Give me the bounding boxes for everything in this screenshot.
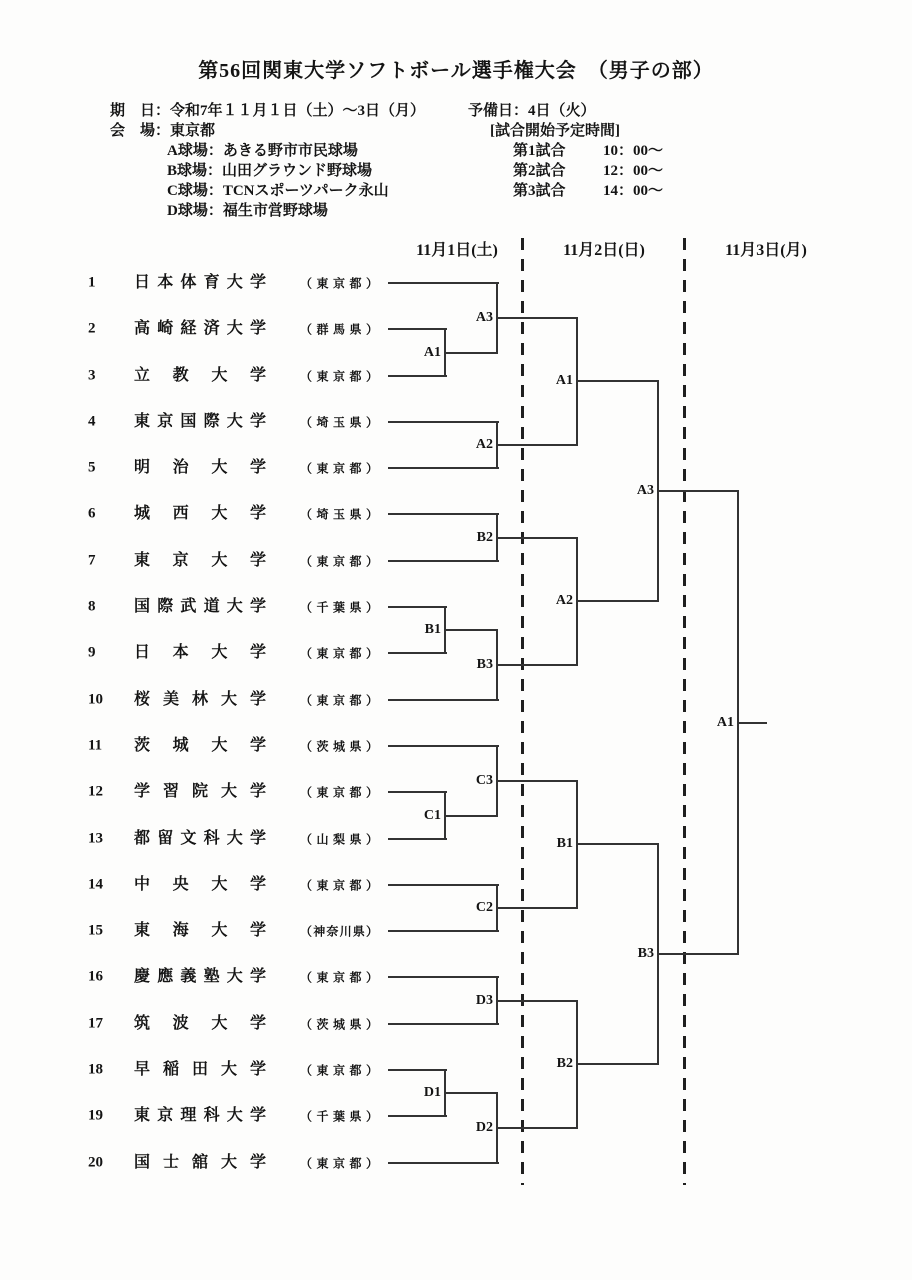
team-line bbox=[388, 467, 499, 469]
column-date-3: 11月3日(月) bbox=[725, 242, 807, 259]
team-prefecture: （千葉県） bbox=[300, 600, 378, 615]
team-prefecture: （東京都） bbox=[300, 785, 378, 800]
match-winner-line bbox=[496, 317, 578, 319]
team-prefecture: （埼玉県） bbox=[300, 507, 378, 522]
team-line bbox=[388, 652, 447, 654]
team-name: 東京国際大学 bbox=[134, 413, 266, 430]
match-winner-line bbox=[444, 352, 498, 354]
match-label: A3 bbox=[475, 309, 493, 325]
match-label: A3 bbox=[636, 483, 654, 499]
team-line bbox=[388, 375, 447, 377]
match-winner-line bbox=[737, 722, 767, 724]
team-name: 茨城大学 bbox=[134, 737, 266, 754]
team-seed: 6 bbox=[88, 505, 96, 522]
match-label: A1 bbox=[423, 344, 441, 360]
team-line bbox=[388, 745, 499, 747]
match-label: B2 bbox=[476, 529, 493, 545]
match-label: D3 bbox=[475, 992, 493, 1008]
team-seed: 1 bbox=[88, 274, 96, 291]
match-winner-line bbox=[444, 1092, 498, 1094]
venue-line: A球場：あきる野市市民球場 bbox=[167, 143, 358, 159]
game-number-label: 第3試合 bbox=[513, 183, 566, 199]
team-seed: 17 bbox=[88, 1015, 103, 1032]
column-date-1: 11月1日(土) bbox=[416, 242, 498, 259]
match-label: A1 bbox=[716, 714, 734, 730]
team-name: 国際武道大学 bbox=[134, 598, 266, 615]
team-prefecture: （東京都） bbox=[300, 554, 378, 569]
match-winner-line bbox=[496, 907, 578, 909]
team-line bbox=[388, 606, 447, 608]
team-line bbox=[388, 513, 499, 515]
match-label: B1 bbox=[556, 836, 573, 852]
team-name: 明治大学 bbox=[134, 459, 266, 476]
match-winner-line bbox=[496, 1000, 578, 1002]
team-seed: 4 bbox=[88, 413, 96, 430]
match-label: B3 bbox=[637, 946, 654, 962]
match-label: B2 bbox=[556, 1056, 573, 1072]
game-number-label: 第1試合 bbox=[513, 143, 566, 159]
team-line bbox=[388, 1162, 499, 1164]
team-prefecture: （東京都） bbox=[300, 878, 378, 893]
schedule-time-row bbox=[513, 161, 663, 181]
team-seed: 9 bbox=[88, 644, 96, 661]
team-name: 桜美林大学 bbox=[134, 691, 266, 708]
team-prefecture: （東京都） bbox=[300, 1156, 378, 1171]
team-name: 日本体育大学 bbox=[134, 274, 266, 291]
match-winner-line bbox=[496, 444, 578, 446]
team-seed: 8 bbox=[88, 598, 96, 615]
team-seed: 13 bbox=[88, 830, 103, 847]
team-prefecture: （山梨県） bbox=[300, 832, 378, 847]
team-line bbox=[388, 699, 499, 701]
team-line bbox=[388, 838, 447, 840]
match-label: C2 bbox=[475, 900, 493, 915]
event-date-line: 期 日：令和7年１１月１日（土）～3日（月） bbox=[110, 103, 426, 119]
match-winner-line bbox=[576, 380, 659, 382]
team-prefecture: （茨城県） bbox=[300, 1017, 378, 1032]
team-prefecture: （東京都） bbox=[300, 693, 378, 708]
team-line bbox=[388, 976, 499, 978]
team-seed: 18 bbox=[88, 1061, 103, 1078]
team-name: 高崎経済大学 bbox=[134, 320, 266, 337]
match-winner-line bbox=[496, 664, 578, 666]
team-name: 都留文科大学 bbox=[134, 830, 266, 847]
team-prefecture: （千葉県） bbox=[300, 1109, 378, 1124]
match-label: A2 bbox=[555, 593, 573, 609]
team-prefecture: （群馬県） bbox=[300, 322, 378, 337]
team-line bbox=[388, 930, 499, 932]
team-line bbox=[388, 282, 499, 284]
team-line bbox=[388, 1115, 447, 1117]
day-separator-1 bbox=[521, 238, 524, 1185]
event-venue-line: 会 場：東京都 bbox=[110, 123, 216, 139]
team-seed: 20 bbox=[88, 1154, 103, 1171]
team-name: 中央大学 bbox=[134, 876, 266, 893]
schedule-time-row bbox=[513, 141, 663, 161]
schedule-times bbox=[468, 141, 663, 201]
team-prefecture: （東京都） bbox=[300, 369, 378, 384]
event-info-right bbox=[468, 101, 663, 201]
venue-list bbox=[110, 141, 425, 221]
team-seed: 14 bbox=[88, 876, 103, 893]
event-info-left bbox=[110, 101, 425, 221]
match-winner-line bbox=[444, 815, 498, 817]
match-winner-line bbox=[496, 1127, 578, 1129]
team-seed: 7 bbox=[88, 552, 96, 569]
match-winner-line bbox=[657, 953, 739, 955]
page-title: 第56回関東大学ソフトボール選手権大会 （男子の部） bbox=[198, 60, 714, 82]
team-name: 東京大学 bbox=[134, 552, 266, 569]
match-label: C3 bbox=[475, 772, 493, 788]
match-label: B1 bbox=[424, 622, 441, 637]
match-winner-line bbox=[576, 843, 659, 845]
team-name: 東海大学 bbox=[134, 922, 266, 939]
team-name: 学習院大学 bbox=[134, 783, 266, 800]
match-winner-line bbox=[496, 537, 578, 539]
reserve-date-line: 予備日：4日（火） bbox=[468, 103, 596, 119]
team-line bbox=[388, 421, 499, 423]
team-prefecture: （東京都） bbox=[300, 646, 378, 661]
team-seed: 16 bbox=[88, 968, 103, 985]
match-label: C1 bbox=[423, 807, 441, 823]
game-start-time: 10：00～ bbox=[603, 143, 664, 159]
team-line bbox=[388, 328, 447, 330]
team-prefecture: （神奈川県） bbox=[300, 924, 378, 939]
game-start-time: 14：00～ bbox=[603, 183, 664, 199]
team-seed: 3 bbox=[88, 367, 96, 384]
team-line bbox=[388, 560, 499, 562]
team-line bbox=[388, 791, 447, 793]
match-label: A2 bbox=[475, 437, 493, 452]
team-prefecture: （東京都） bbox=[300, 461, 378, 476]
match-label: D2 bbox=[475, 1120, 493, 1135]
team-seed: 5 bbox=[88, 459, 96, 476]
match-winner-line bbox=[496, 780, 578, 782]
team-name: 国士舘大学 bbox=[134, 1154, 266, 1171]
team-name: 日本大学 bbox=[134, 644, 266, 661]
team-line bbox=[388, 1023, 499, 1025]
team-line bbox=[388, 1069, 447, 1071]
team-prefecture: （茨城県） bbox=[300, 739, 378, 754]
team-name: 城西大学 bbox=[134, 505, 266, 522]
team-prefecture: （東京都） bbox=[300, 970, 378, 985]
schedule-title: [試合開始予定時間] bbox=[490, 123, 620, 139]
match-winner-line bbox=[576, 600, 659, 602]
team-seed: 11 bbox=[88, 737, 103, 754]
match-label: B3 bbox=[476, 657, 493, 672]
team-name: 立教大学 bbox=[134, 367, 266, 384]
team-seed: 15 bbox=[88, 922, 103, 939]
team-seed: 19 bbox=[88, 1107, 103, 1124]
venue-line: D球場：福生市営野球場 bbox=[167, 203, 328, 219]
team-name: 慶應義塾大学 bbox=[134, 968, 266, 985]
team-name: 筑波大学 bbox=[134, 1015, 266, 1032]
day-separator-2 bbox=[683, 238, 686, 1185]
game-number-label: 第2試合 bbox=[513, 163, 566, 179]
team-seed: 10 bbox=[88, 691, 103, 708]
team-prefecture: （東京都） bbox=[300, 276, 378, 291]
match-winner-line bbox=[444, 629, 498, 631]
venue-line: C球場：TCNスポーツパーク永山 bbox=[167, 183, 389, 199]
team-name: 東京理科大学 bbox=[134, 1107, 266, 1124]
team-seed: 2 bbox=[88, 320, 96, 337]
match-winner-line bbox=[657, 490, 739, 492]
team-prefecture: （埼玉県） bbox=[300, 415, 378, 430]
column-date-2: 11月2日(日) bbox=[563, 242, 645, 259]
match-winner-line bbox=[576, 1063, 659, 1065]
game-start-time: 12：00～ bbox=[603, 163, 664, 179]
team-line bbox=[388, 884, 499, 886]
match-label: A1 bbox=[555, 373, 573, 389]
match-label: D1 bbox=[423, 1085, 441, 1100]
team-seed: 12 bbox=[88, 783, 103, 800]
team-name: 早稲田大学 bbox=[134, 1061, 266, 1078]
team-prefecture: （東京都） bbox=[300, 1063, 378, 1078]
venue-line: B球場：山田グラウンド野球場 bbox=[167, 163, 373, 179]
schedule-time-row bbox=[513, 181, 663, 201]
